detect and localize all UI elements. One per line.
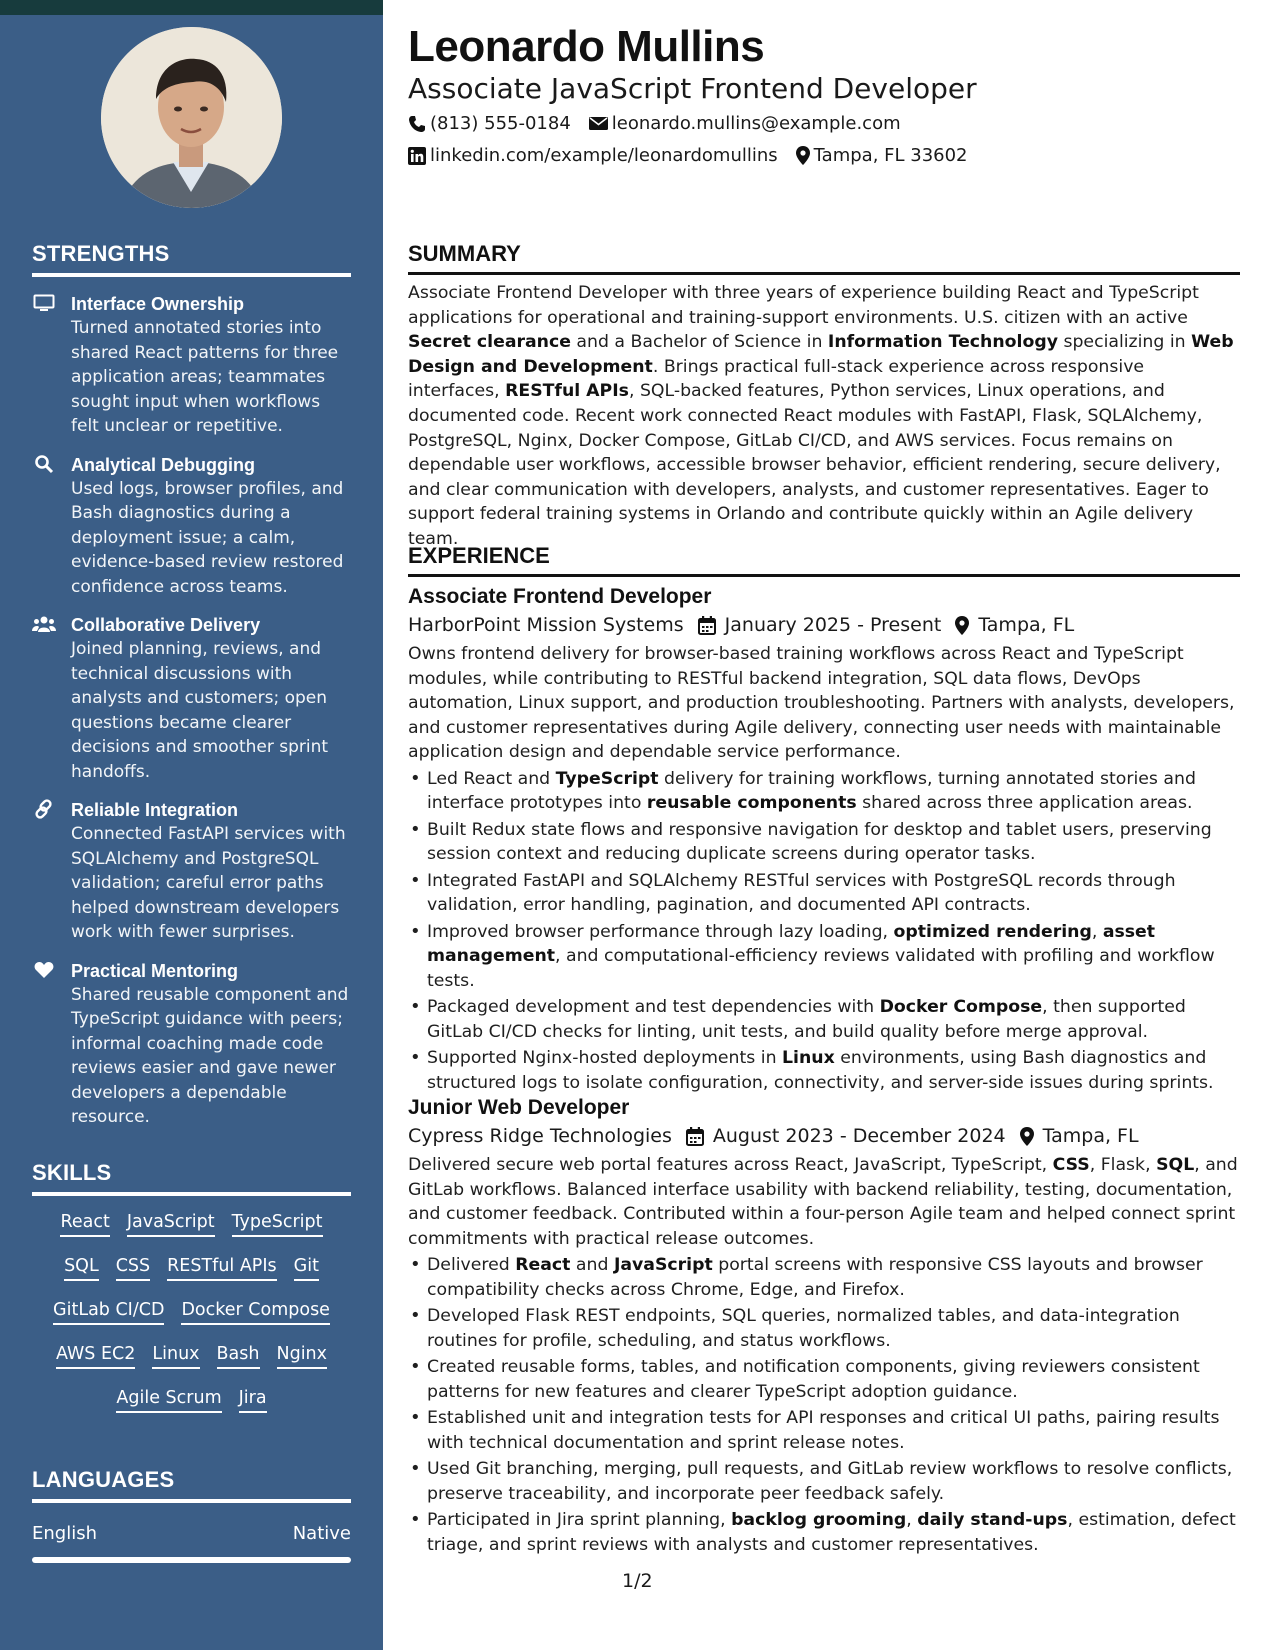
users-icon <box>32 614 56 634</box>
strength-description: Joined planning, reviews, and technical discussions with analysts and customers; open questions became clearer decisions and smoother sprint handoffs. <box>71 639 329 782</box>
job-company: Cypress Ridge Technologies <box>408 1125 672 1147</box>
job-entry <box>408 1094 1240 1559</box>
skill-tag: React <box>60 1210 109 1237</box>
strength-title: Reliable Integration <box>71 800 239 820</box>
job-location-group <box>1020 1125 1139 1147</box>
job-bullet: • Developed Flask REST endpoints, SQL queries, normalized tables, and data-integration routines for profile, scheduling, and status workflows. <box>408 1304 1240 1353</box>
location-pin-icon <box>796 146 810 165</box>
job-entry <box>408 583 1240 1097</box>
skill-tag: Linux <box>152 1342 199 1369</box>
linkedin-icon <box>408 147 426 165</box>
job-meta <box>408 1125 1240 1147</box>
strength-description: Shared reusable component and TypeScript guidance with peers; informal coaching made code reviews easier and gave newer developers a dependable resource. <box>71 984 349 1127</box>
job-dates-group <box>686 1125 1006 1147</box>
job-bullet: • Supported Nginx-hosted deployments in Linux environments, using Bash diagnostics and structured logs to isolate configuration, connectivity, and server-side issues during sprints. <box>408 1046 1240 1095</box>
strength-title: Interface Ownership <box>71 294 245 314</box>
email-icon <box>589 116 608 131</box>
languages-section <box>32 1467 351 1563</box>
strength-item <box>32 292 351 439</box>
strength-title: Practical Mentoring <box>71 960 239 981</box>
job-role: Junior Web Developer <box>408 1096 630 1119</box>
job-location: Tampa, FL <box>978 614 1075 636</box>
strength-description: Connected FastAPI services with SQLAlchemy and PostgreSQL validation; careful error paths helped downstream developers work with fewer surprises. <box>71 824 346 942</box>
contact-row <box>408 113 919 134</box>
strength-item <box>32 798 351 945</box>
experience-title: EXPERIENCE <box>408 543 1240 577</box>
strength-item <box>32 613 351 784</box>
linkedin-contact[interactable] <box>408 145 778 166</box>
job-company: HarborPoint Mission Systems <box>408 614 684 636</box>
language-row <box>32 1523 351 1544</box>
contact-row <box>408 145 986 166</box>
profile-photo <box>101 27 282 208</box>
phone-icon <box>408 115 426 133</box>
job-bullet: • Improved browser performance through lazy loading, optimized rendering, asset management, and computational-efficiency reviews validated with profiling and workflow tests. <box>408 920 1240 994</box>
candidate-title: Associate JavaScript Frontend Developer <box>408 72 977 105</box>
skills-section <box>32 1160 351 1413</box>
job-bullet: • Led React and TypeScript delivery for training workflows, turning annotated stories and interface prototypes into reusable components shared across three application areas. <box>408 767 1240 816</box>
skill-tag: Docker Compose <box>181 1298 330 1325</box>
job-bullet: • Established unit and integration tests for API responses and critical UI paths, pairing results with technical documentation and sprint release notes. <box>408 1406 1240 1455</box>
job-location: Tampa, FL <box>1042 1125 1139 1147</box>
location-text: Tampa, FL 33602 <box>813 145 968 166</box>
job-bullet: • Integrated FastAPI and SQLAlchemy RESTful services with PostgreSQL records through validation, error handling, pagination, and documented API contracts. <box>408 869 1240 918</box>
skill-tag: RESTful APIs <box>167 1254 277 1281</box>
location-pin-icon <box>955 616 969 635</box>
email-contact[interactable] <box>589 113 901 134</box>
summary-text: Associate Frontend Developer with three years of experience building React and TypeScript applications for operational and training-support environments. U.S. citizen with an active Secret clearance and a Bachelor of Science in Information Technology specializing in Web Design and Development. Brings practical full-stack experience across responsive interfaces, RESTful APIs, SQL-backed features, Python services, Linux operations, and documented code. Recent work connected React modules with FastAPI, Flask, SQLAlchemy, PostgreSQL, Nginx, Docker Compose, GitLab CI/CD, and AWS services. Focus remains on dependable user workflows, accessible browser behavior, efficient rendering, secure delivery, and clear communication with developers, analysts, and customer representatives. Eager to support federal training systems in Orlando and contribute quickly within an Agile delivery team. <box>408 283 1234 549</box>
job-role: Associate Frontend Developer <box>408 585 712 608</box>
job-description: Owns frontend delivery for browser-based training workflows across React and TypeScript modules, while contributing to RESTful backend integration, SQL data flows, DevOps automation, Linux support, and production troubleshooting. Partners with analysts, developers, and customer representatives during Agile delivery, connecting user needs with maintainable application design and dependable service performance. <box>408 644 1235 762</box>
skill-tag: Jira <box>239 1386 267 1413</box>
monitor-icon <box>32 293 56 313</box>
job-bullet: • Used Git branching, merging, pull requests, and GitLab review workflows to resolve conflicts, preserve traceability, and incorporate peer feedback safely. <box>408 1457 1240 1506</box>
page-number: 1/2 <box>622 1570 653 1592</box>
job-bullet: • Built Redux state flows and responsive navigation for desktop and tablet users, preserving session context and reducing duplicate screens during operator tasks. <box>408 818 1240 867</box>
language-name: English <box>32 1523 97 1544</box>
strength-description: Used logs, browser profiles, and Bash diagnostics during a deployment issue; a calm, evidence-based review restored confidence across teams. <box>71 478 344 597</box>
language-proficiency-bar <box>32 1557 351 1563</box>
skill-tag: Bash <box>217 1342 260 1369</box>
skill-tag: SQL <box>64 1254 99 1281</box>
strength-title: Analytical Debugging <box>71 454 256 475</box>
strength-title: Collaborative Delivery <box>71 615 261 635</box>
skill-tag: AWS EC2 <box>56 1342 135 1369</box>
skills-list <box>32 1196 351 1413</box>
language-level: Native <box>292 1523 351 1544</box>
link-icon <box>32 799 56 819</box>
languages-title: LANGUAGES <box>32 1467 351 1503</box>
job-bullet: • Participated in Jira sprint planning, backlog grooming, daily stand-ups, estimation, defect triage, and sprint reviews with analysts and customer representatives. <box>408 1508 1240 1557</box>
summary-title: SUMMARY <box>408 241 1240 275</box>
skill-tag: TypeScript <box>232 1210 323 1237</box>
location-pin-icon <box>1020 1127 1034 1146</box>
phone-text: (813) 555-0184 <box>430 113 571 134</box>
location-contact <box>796 145 968 166</box>
calendar-icon <box>686 1127 704 1146</box>
job-bullet: • Created reusable forms, tables, and notification components, giving reviewers consistent patterns for new features and clearer TypeScript adoption guidance. <box>408 1355 1240 1404</box>
job-bullet: • Delivered React and JavaScript portal screens with responsive CSS layouts and browser compatibility checks across Chrome, Edge, and Firefox. <box>408 1253 1240 1302</box>
job-bullets <box>408 1253 1240 1557</box>
job-dates: January 2025 - Present <box>724 614 942 636</box>
heart-icon <box>32 960 56 980</box>
sidebar-top-bar <box>0 0 383 15</box>
search-icon <box>32 454 56 474</box>
strength-item <box>32 453 351 600</box>
strength-item <box>32 959 351 1130</box>
skill-tag: Agile Scrum <box>116 1386 221 1413</box>
job-dates: August 2023 - December 2024 <box>712 1125 1006 1147</box>
strengths-section <box>32 241 351 1130</box>
skill-tag: GitLab CI/CD <box>53 1298 164 1325</box>
skill-tag: Git <box>294 1254 319 1281</box>
skill-tag: CSS <box>116 1254 150 1281</box>
strength-description: Turned annotated stories into shared React patterns for three application areas; teammates sought input when workflows felt unclear or repetitive. <box>71 318 339 436</box>
skill-tag: JavaScript <box>127 1210 215 1237</box>
sidebar <box>0 0 383 1650</box>
linkedin-text: linkedin.com/example/leonardomullins <box>430 145 778 166</box>
candidate-name: Leonardo Mullins <box>408 22 765 71</box>
job-meta <box>408 614 1240 636</box>
phone-contact <box>408 113 571 134</box>
skill-tag: Nginx <box>277 1342 328 1369</box>
email-text: leonardo.mullins@example.com <box>611 113 901 134</box>
job-bullet: • Packaged development and test dependencies with Docker Compose, then supported GitLab CI/CD checks for linting, unit tests, and build quality before merge approval. <box>408 995 1240 1044</box>
job-location-group <box>955 614 1074 636</box>
job-dates-group <box>698 614 942 636</box>
calendar-icon <box>698 616 716 635</box>
skills-title: SKILLS <box>32 1160 351 1196</box>
job-description: Delivered secure web portal features across React, JavaScript, TypeScript, CSS, Flask, SQL, and GitLab workflows. Balanced interface usability with backend reliability, testing, documentation, and customer feedback. Contributed within a four-person Agile team and helped connect sprint commitments with practical release outcomes. <box>408 1155 1238 1249</box>
job-bullets <box>408 767 1240 1096</box>
strengths-title: STRENGTHS <box>32 241 351 277</box>
